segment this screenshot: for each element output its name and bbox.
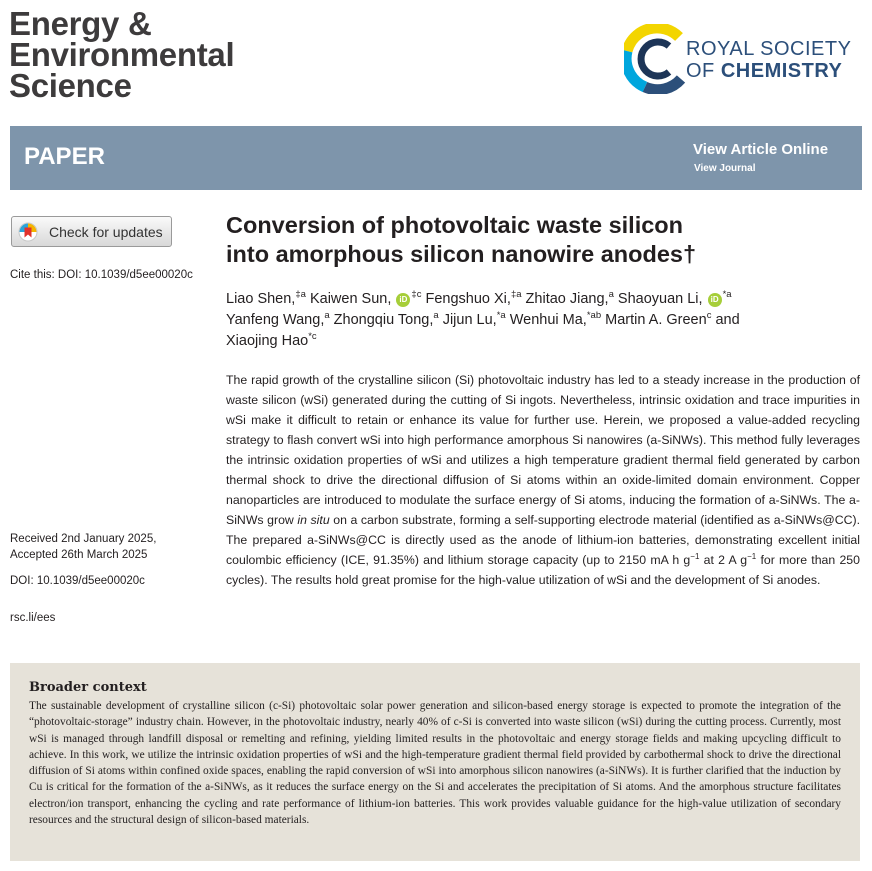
author-list	[226, 289, 866, 352]
journal-title-line: Environmental	[9, 36, 235, 73]
abstract-superscript: −1	[690, 551, 700, 561]
author-name: Yanfeng Wang,	[226, 312, 325, 328]
broader-context-text: The sustainable development of crystalline silicon (c-Si) photovoltaic solar power generation and silicon-based energy storage is expected to promote the integration of the “photovoltaic-storage” industry chain. However, in the photovoltaic industry, nearly 40% of c-Si is converted into waste silicon (wSi) during the cutting process. Currently, most wSi is managed through landfill disposal or remelting and refining, yielding limited results in the photovoltaic and energy storage fields and making upcycling difficult to achieve. In this work, we utilize the intrinsic oxidation properties of wSi and the high-temperature gradient thermal field provided by carbothermal shock to drive the directional diffusion of Si atoms within confined oxide spaces, enabling the rapid conversion of wSi into amorphous silicon nanowires (a-SiNWs). It is further clarified that the induction by Cu is critical for the formation of the a-SiNWs, as it reduces the surface energy on the Si and accelerates the precipitation of Si atoms. And the amorphous structure facilitates electron/ion transport, enhancing the cycling and rate performance of lithium-ion batteries. This work provides valuable guidance for the high-value utilization of secondary resources and the structural design of silicon-based materials.	[29, 700, 841, 827]
author-name: Kaiwen Sun,	[309, 291, 392, 307]
author-name: Xiaojing Hao	[226, 333, 309, 349]
doi: DOI: 10.1039/d5ee00020c	[10, 575, 145, 587]
author	[526, 291, 614, 307]
journal-title	[9, 5, 235, 104]
author	[226, 312, 330, 328]
publisher-name	[686, 38, 851, 82]
broader-context-box	[10, 663, 860, 861]
author-affiliation-marks: a	[608, 289, 614, 301]
author-affiliation-marks: *ab	[586, 310, 602, 322]
section-banner	[10, 126, 862, 190]
author	[443, 312, 506, 328]
abstract-text: for more than 250 cycles). The results hold great promise for the high-value utilization of wSi and the development of Si anodes.	[226, 553, 860, 587]
author-name: Martin A. Green	[605, 312, 707, 328]
check-for-updates-button[interactable]	[11, 216, 172, 247]
abstract-text: at 2 A g	[699, 553, 748, 567]
abstract-superscript: −1	[747, 551, 757, 561]
article-title-line: Conversion of photovoltaic waste silicon	[226, 212, 684, 238]
check-updates-label: Check for updates	[49, 224, 163, 240]
abstract	[226, 370, 860, 590]
abstract-text: on a carbon substrate, forming a self-supporting electrode material (identified as a-SiNWs@CC). The prepared a-SiNWs@CC is directly used as the anode of lithium-ion batteries, demonstrating excellent initial coulombic efficiency (ICE, 91.35%) and lithium storage capacity (up to 2150 mA h g	[226, 513, 861, 567]
author-affiliation-marks: *a	[722, 289, 732, 301]
author-affiliation-marks: ‡a	[510, 289, 522, 301]
author-affiliation-marks: a	[433, 310, 439, 322]
author-affiliation-marks: c	[706, 310, 712, 322]
author-affiliation-marks: *a	[496, 310, 506, 322]
article-title	[226, 211, 846, 269]
orcid-icon[interactable]: iD	[396, 293, 410, 307]
author	[334, 312, 439, 328]
journal-title-line: Science	[9, 67, 132, 104]
author-affiliation-marks: a	[324, 310, 330, 322]
short-link[interactable]: rsc.li/ees	[10, 612, 56, 624]
received-date: Received 2nd January 2025,	[10, 533, 157, 545]
abstract-text: The rapid growth of the crystalline silicon (Si) photovoltaic industry has led to a steady increase in the production of waste silicon (wSi) generated during the cutting of Si ingots. Nevertheless, intrinsic oxidation and trace impurities in wSi make it difficult to retain or enhance its value for further use. Herein, we proposed a value-added recycling strategy to flash convert wSi into high performance amorphous Si nanowires (a-SiNWs). This method fully leverages the intrinsic oxidation properties of wSi and utilizes a high temperature gradient thermal field generated by carbon thermal shock to drive the directional diffusion of Si atoms within an oxide-limited domain environment. Copper nanoparticles are introduced to modulate the surface energy of Si atoms, inducing the formation of a-SiNWs. The a-SiNWs grow	[226, 373, 860, 527]
author-name: Fengshuo Xi,	[425, 291, 511, 307]
author-affiliation-marks: ‡c	[411, 289, 422, 301]
check-updates-icon	[18, 222, 38, 242]
author	[618, 291, 732, 307]
view-article-online-link[interactable]: View Article Online	[693, 141, 829, 158]
author	[226, 333, 317, 349]
orcid-icon[interactable]: iD	[708, 293, 722, 307]
author-name: and	[715, 312, 740, 328]
publisher-line-2	[686, 60, 851, 82]
author-affiliation-marks: *c	[308, 331, 317, 343]
section-label: PAPER	[24, 143, 105, 170]
author-affiliation-marks: ‡a	[295, 289, 306, 301]
abstract-italic: in situ	[297, 513, 330, 527]
author	[310, 291, 422, 307]
author	[605, 312, 711, 328]
author-name: Zhongqiu Tong,	[333, 312, 434, 328]
broader-context-heading: Broader context	[29, 680, 147, 695]
author	[226, 291, 306, 307]
author	[510, 312, 601, 328]
author-name: Jijun Lu,	[442, 312, 497, 328]
cite-this: Cite this: DOI: 10.1039/d5ee00020c	[10, 269, 193, 281]
publisher-line-2-prefix: OF	[686, 60, 721, 82]
publisher-line-1: ROYAL SOCIETY	[686, 38, 852, 60]
article-title-line: into amorphous silicon nanowire anodes†	[226, 241, 697, 267]
author	[425, 291, 521, 307]
author-name: Zhitao Jiang,	[525, 291, 609, 307]
accepted-date: Accepted 26th March 2025	[10, 549, 148, 561]
author-name: Liao Shen,	[226, 291, 296, 307]
publisher-line-2-bold: CHEMISTRY	[720, 60, 843, 82]
author-name: Wenhui Ma,	[509, 312, 587, 328]
view-journal-link[interactable]: View Journal	[694, 163, 756, 174]
author-name: Shaoyuan Li,	[617, 291, 703, 307]
journal-title-line: Energy &	[9, 5, 152, 42]
author	[715, 312, 739, 328]
